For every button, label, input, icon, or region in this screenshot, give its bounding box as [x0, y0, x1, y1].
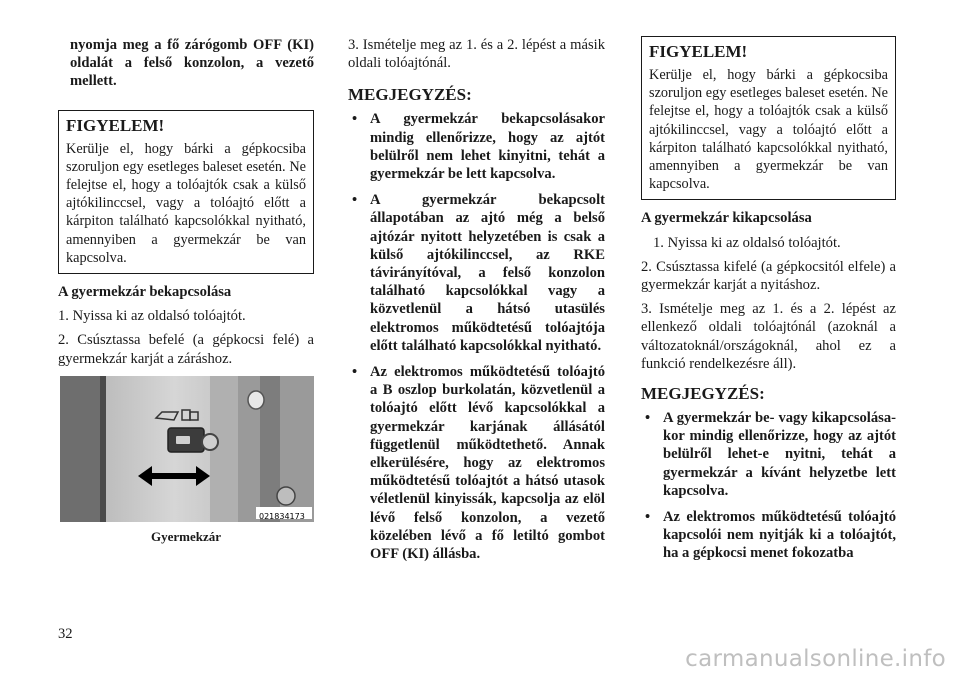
note-item: • Az elektromos működtetésű tolóajtó a B oszlop burkolatán, közvetlenül a tolóajtó előtt lévő kapcsolókkal a gyermekzár karjának állásától függetlenül működtethető. Annak elkerülésére, hogy az elektromos működtetésű tolóajtót a hátsó utasok véletlenül kinyissák, kapcsolja az elöl lévő felső konzolon, a vezető közelében lévő a fő letiltó gombot OFF (KI) állásba.: [348, 363, 605, 563]
column-middle: [348, 36, 605, 571]
warning-text: Kerülje el, hogy bárki a gépkocsiba szoruljon egy esetleges baleset esetén. Ne felejtse el, hogy a tolóajtók csak a külső ajtókilinccsel, vagy a tolóajtó előtt a kárpiton található kapcsolókkal nyitható, amennyiben a gyermekzár be van kapcsolva.: [649, 67, 888, 193]
note-title: MEGJEGYZÉS:: [641, 384, 765, 404]
note-item: • A gyermekzár bekapcsolt állapotában az ajtó még a belső ajtózár nyitott helyzetében is csak a külső ajtókilinccsel, az RKE távirányítóval, a felső konzolon található kapcsolókkal vagy a közvetlenül a hátsó utasülés elektromos működtetésű tolóajtója előtt található kapcsolókkal nyitható.: [348, 191, 605, 355]
warning-title: FIGYELEM!: [649, 42, 748, 61]
note-list: [348, 110, 605, 563]
step-3: 3. Ismételje meg az 1. és a 2. lépést a másik oldali tolóajtónál.: [348, 37, 605, 72]
step-1: 1. Nyissa ki az oldalsó tolóajtót.: [653, 234, 841, 251]
step-2: 2. Csúsztassa kifelé (a gépkocsitól elfele) a gyermekzár karját a nyitáshoz.: [641, 258, 896, 294]
note-list: [641, 409, 896, 563]
child-lock-photo: [60, 376, 314, 522]
warning-box: [641, 36, 896, 200]
warning-box: [58, 110, 314, 274]
section-title-enable: A gyermekzár bekapcsolása: [58, 284, 232, 301]
note-item: • A gyermekzár be- vagy kikapcsolása-kor mindig ellenőrizze, hogy az ajtót belülről lehet-e nyitni, tehát a gyermekzár a kívánt helyzetbe lett kapcsolva.: [641, 409, 896, 500]
photo-code: 021834173: [259, 511, 305, 521]
note-item: • Az elektromos működtetésű tolóajtó kapcsolói nem nyitják ki a tolóajtót, ha a gépkocsi menet fokozatba: [641, 508, 896, 563]
column-left: [58, 36, 314, 546]
page-number: 32: [58, 626, 73, 642]
step-3: 3. Ismételje meg az 1. és a 2. lépést az ellenkező oldali tolóajtónál (azoknál a változatoknál/országoknál, ahol ez a funkció rendelkezésre áll).: [641, 301, 896, 372]
column-right: [641, 36, 896, 571]
photo-caption: Gyermekzár: [150, 528, 222, 544]
step-2: 2. Csúsztassa befelé (a gépkocsi felé) a gyermekzár karját a záráshoz.: [58, 332, 314, 367]
note-title: MEGJEGYZÉS:: [348, 85, 472, 105]
watermark: carmanualsonline.info: [685, 646, 946, 672]
note-item: • A gyermekzár bekapcsolásakor mindig ellenőrizze, hogy az ajtót belülről nem lehet kinyitni, tehát a gyermekzár be lett kapcsolva.: [348, 110, 605, 183]
warning-text: Kerülje el, hogy bárki a gépkocsiba szoruljon egy esetleges baleset esetén. Ne felejtse el, hogy a tolóajtók csak a külső ajtókilinccsel, vagy a tolóajtó előtt a kárpiton található kapcsolókkal nyitható, amennyiben a gyermekzár be van kapcsolva.: [66, 140, 306, 266]
child-lock-illustration: [60, 376, 314, 522]
warning-title: FIGYELEM!: [66, 115, 165, 135]
section-title-disable: A gyermekzár kikapcsolása: [641, 210, 812, 227]
step-1: 1. Nyissa ki az oldalsó tolóajtót.: [58, 308, 246, 325]
intro-continuation: nyomja meg a fő zárógomb OFF (KI) oldalát a felső konzolon, a vezető mellett.: [70, 37, 314, 90]
